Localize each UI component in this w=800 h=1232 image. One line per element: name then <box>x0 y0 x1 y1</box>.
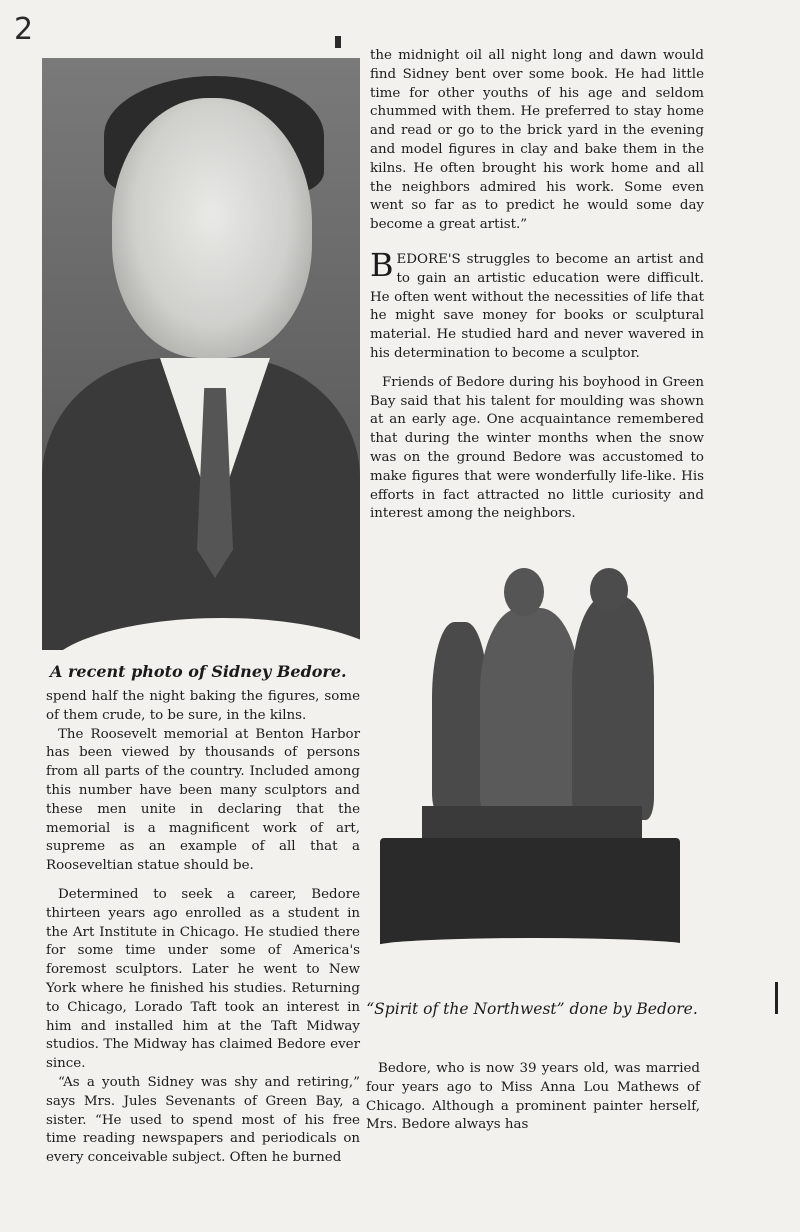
margin-mark <box>775 982 778 1014</box>
drop-cap: B <box>370 245 394 284</box>
article-column-left-bottom <box>46 688 360 1168</box>
paragraph: Determined to seek a career, Bedore thirteen years ago enrolled as a student in the Art Institute in Chicago. He studied there for some time under some of America's foremost sculptors. Later he went to New York where he finished his studies. Returning to Chicago, Lorado Taft took an interest in him and installed him at the Taft Midway studios. The Midway has claimed Bedore ever since. <box>46 886 360 1072</box>
photo-face <box>112 98 312 358</box>
paragraph: the midnight oil all night long and dawn would find Sidney bent over some book. He had little time for other youths of his age and seldom chummed with them. He preferred to stay home and read or go to the brick yard in the evening and model figures in clay and bake them in the kilns. He often brought his work home and all the neighbors admired his work. Some even went so far as to predict he would some day become a great artist.” <box>370 48 704 233</box>
photo-caption: A recent photo of Sidney Bedore. <box>50 662 347 681</box>
statue-photo <box>376 568 692 986</box>
paragraph: “As a youth Sidney was shy and retiring,” says Mrs. Jules Sevenants of Green Bay, a sister. “He used to spend most of his free time reading newspapers and periodicals on every conceivable subject. Often he burned <box>46 1074 360 1166</box>
statue-figure-center <box>480 608 580 818</box>
portrait-photo <box>42 58 360 650</box>
paragraph: The Roosevelt memorial at Benton Harbor has been viewed by thousands of persons from all parts of the country. Included among this number have been many sculptors and these men unite in declaring that the memorial is a magnificent work of art, supreme as an example of all that a Rooseveltian statue should be. <box>46 726 360 874</box>
paragraph: spend half the night baking the figures, some of them crude, to be sure, in the kilns. <box>46 689 360 723</box>
statue-head-right <box>590 568 628 612</box>
page-number: 2 <box>14 12 34 47</box>
scratch-mark <box>335 36 341 48</box>
paragraph-dropcap <box>370 245 704 364</box>
statue-photo-edge <box>376 938 692 986</box>
statue-figure-right <box>572 596 654 820</box>
statue-head-center <box>504 568 544 616</box>
paragraph: Bedore, who is now 39 years old, was married four years ago to Miss Anna Lou Mathews of Chicago. Although a prominent painter herself, Mrs. Bedore always has <box>366 1061 700 1133</box>
statue-caption: “Spirit of the Northwest” done by Bedore. <box>366 1000 698 1018</box>
article-column-right-top <box>370 47 704 524</box>
paragraph: Friends of Bedore during his boyhood in Green Bay said that his talent for moulding was shown at an early age. One acquaintance remembered that during the winter months when the snow was on the ground Bedore was accustomed to make figures that were wonderfully life-like. His efforts in fact attracted no little curiosity and interest among the neighbors. <box>370 374 704 522</box>
paragraph-text: EDORE'S struggles to become an artist and to gain an artistic education were difficult. He often went without the necessities of life that he might save money for books or sculptural material. He studied hard and never wavered in his determination to become a sculptor. <box>370 251 704 361</box>
article-column-right-bottom <box>366 1060 700 1135</box>
